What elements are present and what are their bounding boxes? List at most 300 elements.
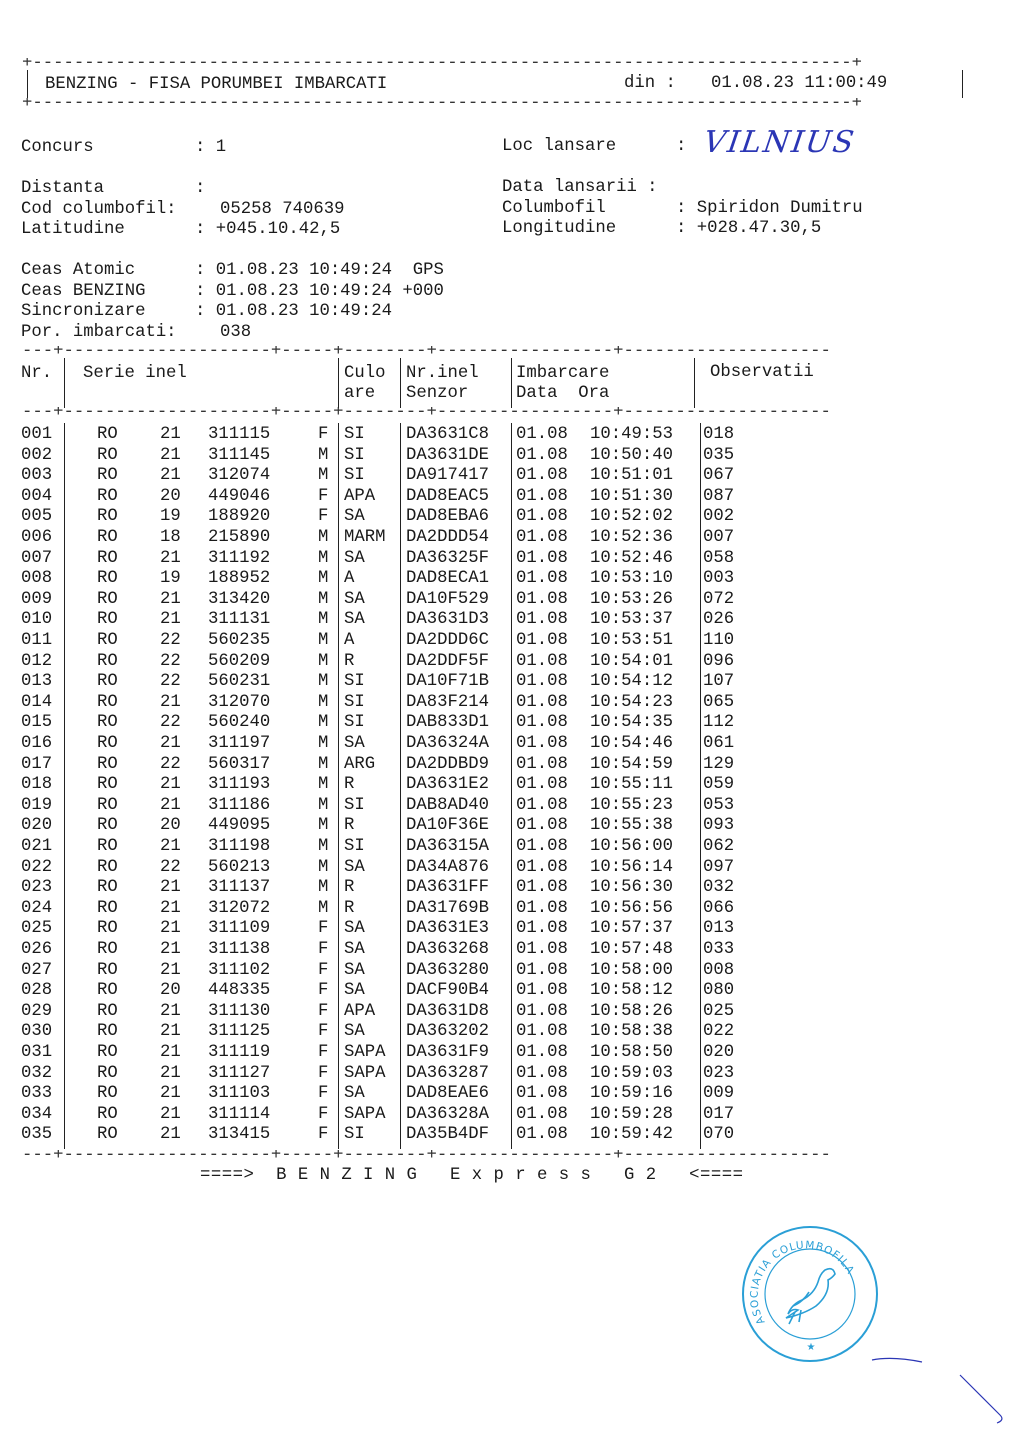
cell-year: 22 — [160, 672, 181, 692]
table-row — [0, 693, 1024, 714]
cell-obs: 107 — [703, 672, 735, 692]
cell-color: SA — [344, 507, 365, 527]
cell-time: 10:52:36 — [590, 528, 673, 547]
table-row — [0, 610, 1024, 631]
cell-country: RO — [97, 1022, 118, 1042]
cell-nr: 008 — [21, 569, 53, 589]
table-row — [0, 940, 1024, 961]
cell-sex: M — [318, 878, 329, 898]
cell-sensor: DA83F214 — [406, 692, 489, 712]
cell-date: 01.08 — [516, 919, 568, 939]
cell-year: 21 — [160, 898, 181, 918]
cell-sensor: DA3631DE — [406, 445, 489, 465]
cell-sex: M — [318, 754, 329, 774]
cell-nr: 010 — [21, 610, 53, 630]
cell-nr: 021 — [21, 837, 53, 856]
cell-year: 21 — [160, 1084, 181, 1104]
cell-year: 18 — [160, 528, 181, 547]
cell-time: 10:52:46 — [590, 548, 673, 568]
cell-sex: M — [318, 610, 329, 630]
cell-date: 01.08 — [516, 857, 568, 877]
cell-nr: 031 — [21, 1043, 53, 1062]
table-row — [0, 837, 1024, 858]
cell-date: 01.08 — [516, 1043, 568, 1062]
cell-ring: 313415 — [208, 1125, 271, 1145]
cell-sensor: DA363202 — [406, 1022, 489, 1042]
box-right-border — [962, 70, 963, 98]
cell-date: 01.08 — [516, 1104, 568, 1124]
cell-obs: 112 — [703, 713, 735, 733]
table-row — [0, 590, 1024, 611]
cell-country: RO — [97, 631, 118, 650]
ceas-benzing-label: Ceas BENZING — [21, 282, 146, 301]
cell-country: RO — [97, 528, 118, 547]
cell-date: 01.08 — [516, 754, 568, 774]
sincronizare-value: : 01.08.23 10:49:24 — [195, 302, 393, 321]
cell-time: 10:58:26 — [590, 1001, 673, 1021]
cell-sex: M — [318, 631, 329, 650]
cell-country: RO — [97, 672, 118, 692]
cell-ring: 311130 — [208, 1001, 271, 1021]
cell-sex: M — [318, 857, 329, 877]
cell-time: 10:53:51 — [590, 631, 673, 650]
cell-country: RO — [97, 1084, 118, 1104]
ceas-atomic-label: Ceas Atomic — [21, 261, 136, 280]
cell-color: R — [344, 816, 355, 836]
header-nrinel-2: Senzor — [406, 384, 469, 403]
cell-country: RO — [97, 816, 118, 836]
cell-color: APA — [344, 486, 376, 506]
ceas-atomic-value: : 01.08.23 10:49:24 GPS — [195, 261, 444, 280]
cell-sensor: DA36315A — [406, 837, 489, 856]
cell-color: SA — [344, 1022, 365, 1042]
cell-country: RO — [97, 919, 118, 939]
header-imbarcare-1: Imbarcare — [516, 364, 610, 383]
cell-obs: 072 — [703, 589, 735, 609]
cell-sex: F — [318, 919, 329, 939]
loc-lansare-handwritten: VILNIUS — [701, 125, 858, 160]
cell-sensor: DA3631FF — [406, 878, 489, 898]
cell-country: RO — [97, 1125, 118, 1145]
cell-date: 01.08 — [516, 610, 568, 630]
cell-color: SAPA — [344, 1063, 386, 1083]
cell-obs: 032 — [703, 878, 735, 898]
por-imbarcati-value: 038 — [220, 323, 252, 342]
cell-year: 21 — [160, 960, 181, 980]
cell-year: 19 — [160, 569, 181, 589]
cell-sensor: DA10F529 — [406, 589, 489, 609]
cell-ring: 449046 — [208, 486, 271, 506]
table-row — [0, 981, 1024, 1002]
cell-date: 01.08 — [516, 1001, 568, 1021]
cell-year: 22 — [160, 651, 181, 671]
cell-nr: 034 — [21, 1104, 53, 1124]
cell-ring: 188952 — [208, 569, 271, 589]
cell-nr: 019 — [21, 795, 53, 815]
cell-country: RO — [97, 1043, 118, 1062]
cell-color: SA — [344, 734, 365, 753]
cell-nr: 005 — [21, 507, 53, 527]
cell-sensor: DA2DDBD9 — [406, 754, 489, 774]
cell-nr: 022 — [21, 857, 53, 877]
cell-country: RO — [97, 1063, 118, 1083]
cell-color: SA — [344, 610, 365, 630]
cell-obs: 025 — [703, 1001, 735, 1021]
cell-date: 01.08 — [516, 1125, 568, 1145]
cell-time: 10:57:48 — [590, 940, 673, 959]
table-row — [0, 775, 1024, 796]
cell-sex: M — [318, 569, 329, 589]
cell-obs: 096 — [703, 651, 735, 671]
cell-obs: 022 — [703, 1022, 735, 1042]
cell-country: RO — [97, 692, 118, 712]
cell-ring: 312074 — [208, 466, 271, 486]
cell-ring: 311103 — [208, 1084, 271, 1104]
cell-country: RO — [97, 589, 118, 609]
col-sep-nr — [64, 358, 65, 408]
cell-year: 20 — [160, 486, 181, 506]
cell-ring: 560317 — [208, 754, 271, 774]
cell-year: 21 — [160, 775, 181, 795]
cell-country: RO — [97, 507, 118, 527]
cell-nr: 032 — [21, 1063, 53, 1083]
cell-nr: 018 — [21, 775, 53, 795]
cell-ring: 560209 — [208, 651, 271, 671]
cell-color: SI — [344, 425, 365, 444]
cell-nr: 004 — [21, 486, 53, 506]
cell-sensor: DA2DDD54 — [406, 528, 489, 547]
cell-sex: F — [318, 1104, 329, 1124]
table-bottom-rule: ---+--------------------+-----+--------+-----------------+-------------------- — [22, 1150, 831, 1162]
cell-sex: M — [318, 713, 329, 733]
cell-ring: 311137 — [208, 878, 271, 898]
stamp-text: ASOCIATIA COLUMBOFILA — [748, 1239, 857, 1327]
cell-country: RO — [97, 713, 118, 733]
cell-time: 10:56:56 — [590, 898, 673, 918]
table-row — [0, 858, 1024, 879]
cell-ring: 311119 — [208, 1043, 271, 1062]
cell-country: RO — [97, 1001, 118, 1021]
cell-sensor: DA10F36E — [406, 816, 489, 836]
cell-ring: 311145 — [208, 445, 271, 465]
cell-color: SI — [344, 445, 365, 465]
cell-year: 21 — [160, 1125, 181, 1145]
cell-year: 21 — [160, 795, 181, 815]
cell-time: 10:51:01 — [590, 466, 673, 486]
cell-color: SI — [344, 466, 365, 486]
cell-time: 10:51:30 — [590, 486, 673, 506]
cell-nr: 030 — [21, 1022, 53, 1042]
cell-date: 01.08 — [516, 775, 568, 795]
cell-nr: 015 — [21, 713, 53, 733]
cell-date: 01.08 — [516, 795, 568, 815]
cell-nr: 025 — [21, 919, 53, 939]
cell-date: 01.08 — [516, 734, 568, 753]
distanta-label: Distanta — [21, 179, 104, 198]
cell-time: 10:58:38 — [590, 1022, 673, 1042]
cell-sensor: DA35B4DF — [406, 1125, 489, 1145]
cell-nr: 023 — [21, 878, 53, 898]
table-row — [0, 713, 1024, 734]
cell-sex: M — [318, 775, 329, 795]
cell-nr: 029 — [21, 1001, 53, 1021]
table-row — [0, 652, 1024, 673]
header-observatii: Observatii — [710, 363, 814, 382]
table-row — [0, 796, 1024, 817]
cell-obs: 035 — [703, 445, 735, 465]
table-row — [0, 487, 1024, 508]
cell-color: SA — [344, 919, 365, 939]
header-culoare-2: are — [344, 384, 376, 403]
cell-nr: 033 — [21, 1084, 53, 1104]
cell-color: SI — [344, 837, 365, 856]
cell-year: 21 — [160, 837, 181, 856]
cell-time: 10:54:01 — [590, 651, 673, 671]
cell-year: 21 — [160, 1104, 181, 1124]
col-sep-culoare — [400, 358, 401, 408]
cell-date: 01.08 — [516, 1063, 568, 1083]
cell-nr: 020 — [21, 816, 53, 836]
signature-strokes — [870, 1355, 1020, 1425]
cell-sensor: DA917417 — [406, 466, 489, 486]
cell-nr: 003 — [21, 466, 53, 486]
table-row — [0, 507, 1024, 528]
cell-sex: M — [318, 589, 329, 609]
cell-obs: 059 — [703, 775, 735, 795]
cell-year: 19 — [160, 507, 181, 527]
cell-time: 10:58:50 — [590, 1043, 673, 1062]
cell-time: 10:53:10 — [590, 569, 673, 589]
cell-nr: 009 — [21, 589, 53, 609]
loc-lansare-sep: : — [676, 137, 687, 156]
table-row — [0, 1084, 1024, 1105]
cell-color: SI — [344, 692, 365, 712]
cell-obs: 087 — [703, 486, 735, 506]
cell-ring: 311192 — [208, 548, 271, 568]
cell-sensor: DACF90B4 — [406, 981, 489, 1001]
cell-country: RO — [97, 1104, 118, 1124]
cell-sex: M — [318, 651, 329, 671]
cell-color: SI — [344, 795, 365, 815]
loc-lansare-label: Loc lansare — [502, 137, 617, 156]
cell-sensor: DA10F71B — [406, 672, 489, 692]
cell-color: R — [344, 878, 355, 898]
cell-sex: M — [318, 548, 329, 568]
cell-time: 10:53:26 — [590, 589, 673, 609]
cell-country: RO — [97, 981, 118, 1001]
cell-ring: 311131 — [208, 610, 271, 630]
header-nrinel-1: Nr.inel — [406, 364, 479, 383]
cell-time: 10:57:37 — [590, 919, 673, 939]
cell-sensor: DAB8AD40 — [406, 795, 489, 815]
cell-ring: 312070 — [208, 692, 271, 712]
cell-ring: 560240 — [208, 713, 271, 733]
cell-sensor: DA36324A — [406, 734, 489, 753]
cell-time: 10:58:00 — [590, 960, 673, 980]
cell-ring: 311193 — [208, 775, 271, 795]
cell-year: 21 — [160, 466, 181, 486]
cell-sex: F — [318, 1043, 329, 1062]
cell-sensor: DA3631D8 — [406, 1001, 489, 1021]
cell-country: RO — [97, 775, 118, 795]
cell-year: 20 — [160, 816, 181, 836]
cell-obs: 003 — [703, 569, 735, 589]
cell-year: 21 — [160, 610, 181, 630]
cell-sex: M — [318, 528, 329, 547]
concurs-label: Concurs — [21, 138, 94, 157]
cell-ring: 188920 — [208, 507, 271, 527]
cell-date: 01.08 — [516, 1084, 568, 1104]
cell-date: 01.08 — [516, 486, 568, 506]
cell-color: SA — [344, 857, 365, 877]
cell-ring: 311186 — [208, 795, 271, 815]
cell-nr: 002 — [21, 445, 53, 465]
cell-sensor: DA363287 — [406, 1063, 489, 1083]
cell-country: RO — [97, 857, 118, 877]
table-row — [0, 1022, 1024, 1043]
cell-obs: 009 — [703, 1084, 735, 1104]
top-border-bottom: +-------------------------------------------------------------------------------+ — [22, 98, 863, 110]
cell-country: RO — [97, 898, 118, 918]
cell-color: SI — [344, 713, 365, 733]
cell-sensor: DA36325F — [406, 548, 489, 568]
cell-date: 01.08 — [516, 898, 568, 918]
cell-time: 10:56:14 — [590, 857, 673, 877]
col-sep-serie — [338, 358, 339, 408]
document-title: BENZING - FISA PORUMBEI IMBARCATI — [45, 75, 388, 94]
cell-year: 21 — [160, 1001, 181, 1021]
cell-nr: 013 — [21, 672, 53, 692]
cell-color: MARM — [344, 528, 386, 547]
cell-time: 10:56:00 — [590, 837, 673, 856]
cell-date: 01.08 — [516, 528, 568, 547]
cell-year: 21 — [160, 1063, 181, 1083]
cell-color: R — [344, 898, 355, 918]
cell-date: 01.08 — [516, 878, 568, 898]
cell-sex: M — [318, 816, 329, 836]
cell-obs: 066 — [703, 898, 735, 918]
cell-date: 01.08 — [516, 589, 568, 609]
box-left-border — [27, 70, 28, 98]
cell-obs: 053 — [703, 795, 735, 815]
cod-columbofil-label: Cod columbofil: — [21, 200, 177, 219]
cell-date: 01.08 — [516, 940, 568, 959]
cell-color: SA — [344, 589, 365, 609]
table-row — [0, 569, 1024, 590]
table-row — [0, 1002, 1024, 1023]
cell-sex: F — [318, 1084, 329, 1104]
cell-sex: F — [318, 486, 329, 506]
cell-sex: M — [318, 672, 329, 692]
cell-ring: 312072 — [208, 898, 271, 918]
cell-time: 10:56:30 — [590, 878, 673, 898]
cell-obs: 020 — [703, 1043, 735, 1062]
ceas-benzing-value: : 01.08.23 10:49:24 +000 — [195, 282, 444, 301]
cell-year: 22 — [160, 631, 181, 650]
cell-color: SAPA — [344, 1043, 386, 1062]
cell-obs: 026 — [703, 610, 735, 630]
cell-date: 01.08 — [516, 548, 568, 568]
cell-obs: 023 — [703, 1063, 735, 1083]
sincronizare-label: Sincronizare — [21, 302, 146, 321]
cell-year: 21 — [160, 734, 181, 753]
cell-date: 01.08 — [516, 672, 568, 692]
association-stamp — [735, 1222, 885, 1372]
cell-ring: 311138 — [208, 940, 271, 959]
cell-obs: 129 — [703, 754, 735, 774]
table-row — [0, 1064, 1024, 1085]
cell-time: 10:52:02 — [590, 507, 673, 527]
cell-color: SA — [344, 960, 365, 980]
footer-benzing-express: ====> B E N Z I N G E x p r e s s G 2 <==== — [200, 1166, 744, 1185]
cell-country: RO — [97, 837, 118, 856]
por-imbarcati-label: Por. imbarcati: — [21, 323, 177, 342]
cell-sex: M — [318, 466, 329, 486]
star-icon: ★ — [806, 1342, 816, 1353]
cell-color: SA — [344, 548, 365, 568]
header-imbarcare-2: Data Ora — [516, 384, 610, 403]
cell-year: 21 — [160, 692, 181, 712]
cell-country: RO — [97, 651, 118, 671]
cell-sex: M — [318, 692, 329, 712]
cell-year: 21 — [160, 425, 181, 444]
longitudine-value: : +028.47.30,5 — [676, 219, 822, 238]
longitudine-label: Longitudine — [502, 219, 617, 238]
cell-obs: 017 — [703, 1104, 735, 1124]
cell-sensor: DAD8EAE6 — [406, 1084, 489, 1104]
cell-sex: F — [318, 1125, 329, 1145]
cell-color: SI — [344, 672, 365, 692]
cell-time: 10:54:46 — [590, 734, 673, 753]
top-border: +-------------------------------------------------------------------------------+ — [22, 58, 863, 70]
cell-nr: 017 — [21, 754, 53, 774]
cell-sex: F — [318, 1001, 329, 1021]
cell-year: 20 — [160, 981, 181, 1001]
cell-year: 21 — [160, 445, 181, 465]
cell-color: SA — [344, 981, 365, 1001]
cell-obs: 093 — [703, 816, 735, 836]
cell-obs: 067 — [703, 466, 735, 486]
cell-sex: M — [318, 734, 329, 753]
cell-year: 21 — [160, 1043, 181, 1062]
table-row — [0, 919, 1024, 940]
cell-country: RO — [97, 425, 118, 444]
cell-sex: M — [318, 445, 329, 465]
table-row — [0, 1125, 1024, 1146]
cell-country: RO — [97, 548, 118, 568]
pigeon-icon — [786, 1269, 835, 1324]
table-row — [0, 1105, 1024, 1126]
cell-year: 22 — [160, 754, 181, 774]
cell-sensor: DA2DDF5F — [406, 651, 489, 671]
cell-sex: F — [318, 425, 329, 444]
cell-ring: 560231 — [208, 672, 271, 692]
cell-nr: 006 — [21, 528, 53, 547]
cell-ring: 448335 — [208, 981, 271, 1001]
cell-ring: 311198 — [208, 837, 271, 856]
cell-obs: 018 — [703, 425, 735, 444]
cell-date: 01.08 — [516, 981, 568, 1001]
cell-nr: 028 — [21, 981, 53, 1001]
cell-nr: 024 — [21, 898, 53, 918]
cell-nr: 014 — [21, 692, 53, 712]
cell-time: 10:50:40 — [590, 445, 673, 465]
cell-time: 10:54:23 — [590, 692, 673, 712]
date-value: 01.08.23 11:00:49 — [711, 74, 888, 93]
cell-year: 21 — [160, 589, 181, 609]
cell-sex: M — [318, 795, 329, 815]
cell-date: 01.08 — [516, 713, 568, 733]
